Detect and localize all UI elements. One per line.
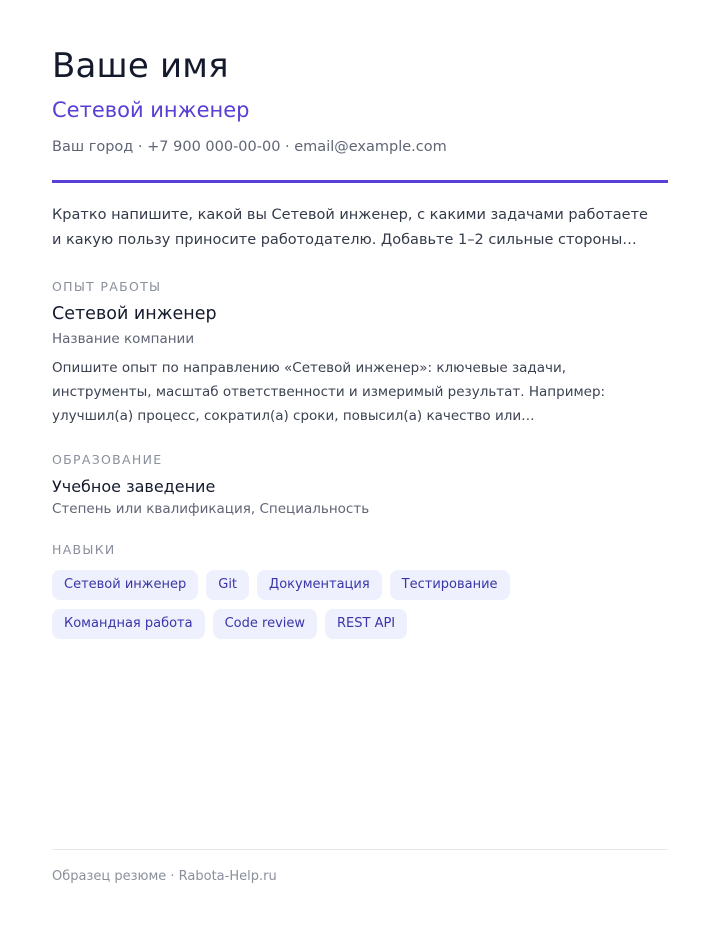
degree-text: Степень или квалификация, Специальность	[52, 501, 370, 517]
school-name: Учебное заведение	[52, 477, 216, 496]
candidate-name: Ваше имя	[52, 46, 229, 86]
skill-chip: REST API	[325, 609, 407, 639]
skill-chip: Командная работа	[52, 609, 205, 639]
contact-line: Ваш город · +7 900 000-00-00 · email@example.com	[52, 139, 447, 155]
experience-section-title: ОПЫТ РАБОТЫ	[52, 279, 162, 294]
skill-chip: Сетевой инженер	[52, 570, 198, 600]
skill-chip: Code review	[213, 609, 317, 639]
footer-text: Образец резюме · Rabota-Help.ru	[52, 869, 277, 884]
header-divider	[52, 180, 668, 183]
job-role: Сетевой инженер	[52, 304, 217, 324]
candidate-role: Сетевой инженер	[52, 98, 250, 122]
job-description: Опишите опыт по направлению «Сетевой инженер»: ключевые задачи, инструменты, масштаб ответственности и измеримый результат. Например: улучшил(а) процесс, сократил(а) сроки, повысил(а) качество или…	[52, 360, 606, 424]
company-name: Название компании	[52, 331, 195, 347]
skills-section-title: НАВЫКИ	[52, 542, 116, 557]
resume-page	[52, 0, 668, 936]
skill-chip: Git	[206, 570, 249, 600]
skill-chip: Документация	[257, 570, 382, 600]
summary-text: Кратко напишите, какой вы Сетевой инженер, с какими задачами работаете и какую пользу приносите работодателю. Добавьте 1–2 сильные стороны…	[52, 207, 648, 248]
skills-list	[52, 570, 668, 639]
education-section-title: ОБРАЗОВАНИЕ	[52, 452, 163, 467]
skill-chip: Тестирование	[390, 570, 510, 600]
footer-divider	[52, 849, 668, 850]
